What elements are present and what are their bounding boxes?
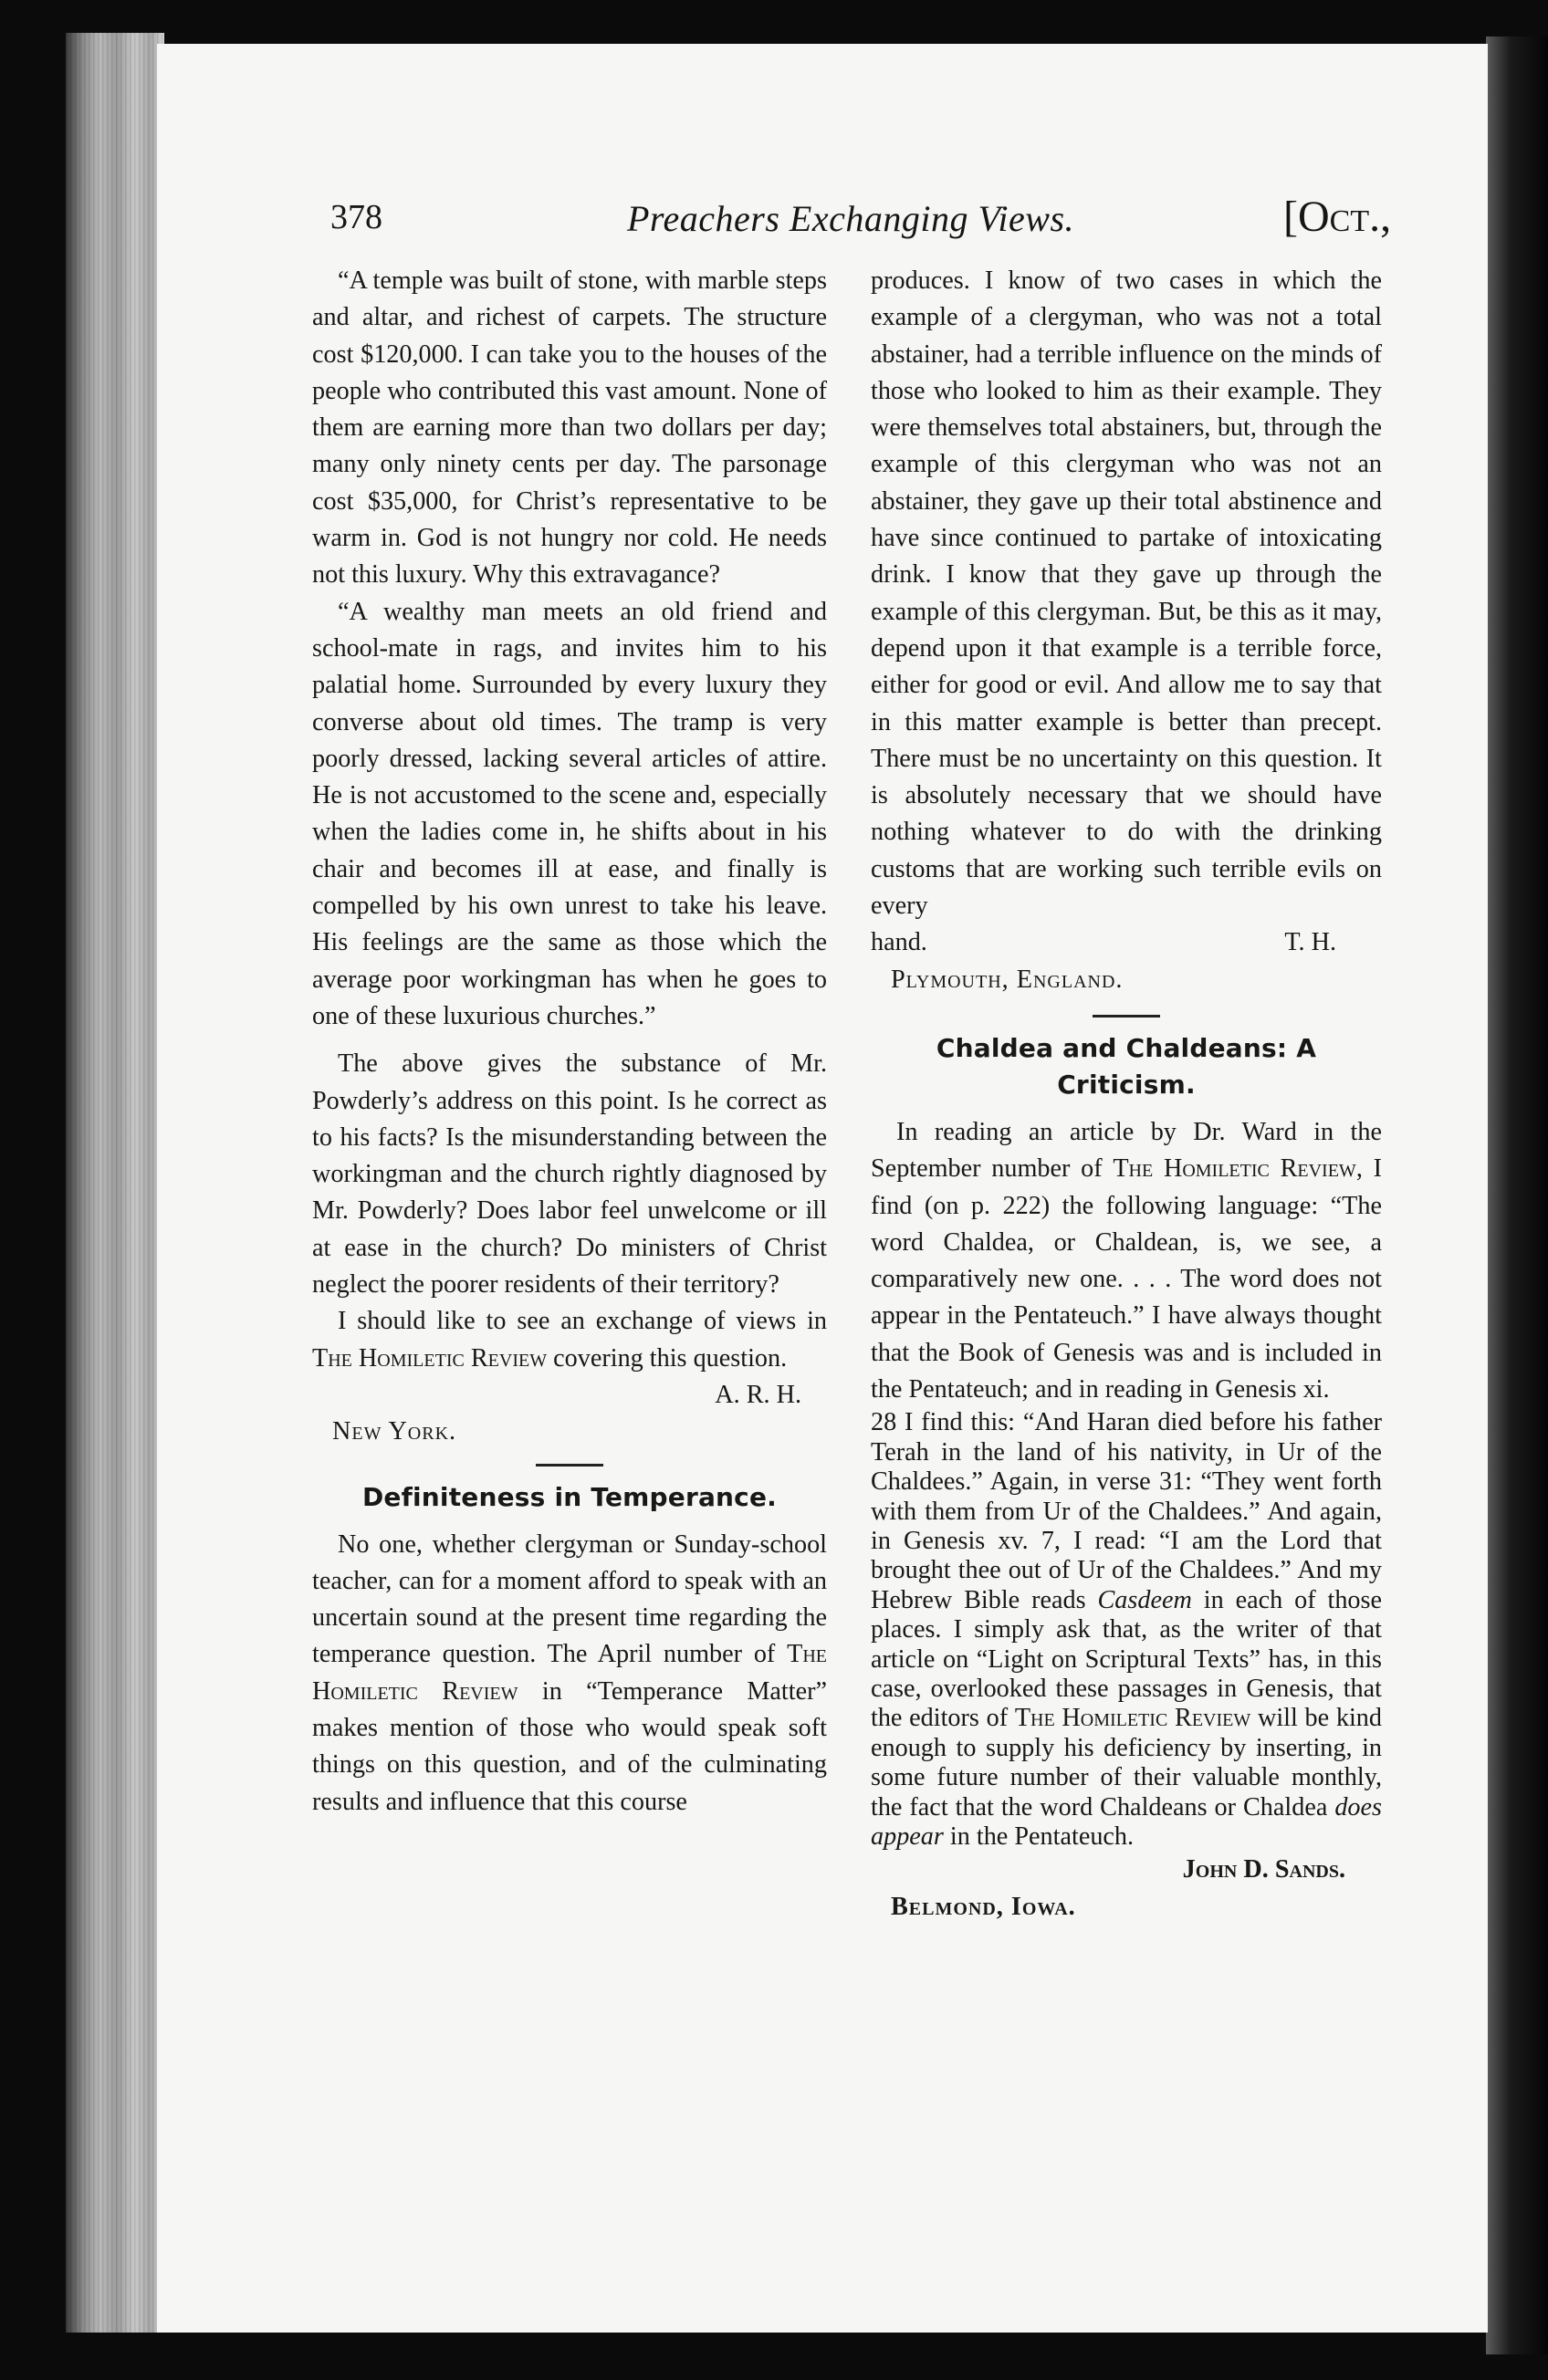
section-heading: Chaldea and Chaldeans: A Criticism. xyxy=(936,1032,1317,1100)
author-signature: John D. Sands. xyxy=(1182,1855,1345,1884)
text-span: 28 I find this: “And Haran died before his father Terah in the land of his nativity, in Ur of the Chaldees.” Again, in verse 31: “They went forth with them from Ur of the Chaldees.” And again, in Genesis xv. 7, I read: “I am the Lord that brought thee out of Ur of the Chaldees.” And my Hebrew Bible reads xyxy=(871,1408,1382,1614)
text-span: will be kind enough to supply his deficiency by inserting, in some future number of their valuable monthly, the fact that the word Chaldeans or Chaldea xyxy=(871,1704,1382,1822)
journal-name: The Homiletic Review xyxy=(312,1343,548,1373)
text-span: hand. xyxy=(871,928,927,957)
section-heading: Definiteness in Temperance. xyxy=(361,1481,778,1512)
location-line: New York. xyxy=(332,1417,457,1446)
page-number: 378 xyxy=(330,198,382,236)
italic-phrase: does appear xyxy=(871,1792,1382,1851)
paragraph: The above gives the substance of Mr. Powderly’s address on this point. Is he correct as to his facts? Is the misunderstanding between the workingman and the church rightly diagnosed by Mr. Powderly? Does labor feel unwelcome or ill at ease in the church? Do ministers of Christ neglect the poorer residents of their territory? xyxy=(312,1049,827,1300)
running-title: Preachers Exchanging Views. xyxy=(627,198,1075,239)
paragraph xyxy=(871,1408,1382,1852)
book-page-edges xyxy=(66,33,164,2333)
journal-name: The Homiletic Review xyxy=(1113,1154,1356,1184)
paragraph: produces. I know of two cases in which the example of a clergyman, who was not a total abstainer, had a terrible influence on the minds of those who looked to him as their example. They were themselves total abstainers, but, through the example of this clergyman who was not an abstainer, they gave up their total abstinence and have since continued to partake of intoxicating drink. I know that they gave up through the example of this clergyman. But, be this as it may, depend upon it that example is a terrible force, either for good or evil. And allow me to say that in this matter example is better than precept. There must be no uncertainty on this question. It is absolutely necessary that we should have nothing whatever to do with the drinking customs that are working such terrible evils on every xyxy=(871,266,1382,921)
paragraph xyxy=(312,1527,827,1821)
running-header xyxy=(330,192,1426,246)
paragraph: “A wealthy man meets an old friend and school-mate in rags, and invites him to his palatial home. Surrounded by every luxury they converse about old times. The tramp is very poorly dressed, lacking several articles of attire. He is not accustomed to the scene and, especially when the ladies come in, he shifts about in his chair and becomes ill at ease, and finally is compelled by his own unrest to take his leave. His feelings are the same as those which the average poor workingman has when he goes to one of these luxurious churches.” xyxy=(312,597,827,1030)
left-column xyxy=(312,263,827,1821)
text-span: in each of those places. I simply ask that, as the writer of that article on “Light on Scriptural Texts” has, in this case, overlooked these passages in Genesis, that the editors of xyxy=(871,1585,1382,1733)
text-span: In reading an article by Dr. Ward in the September number of xyxy=(871,1117,1382,1184)
signature-line xyxy=(871,924,1382,961)
section-divider xyxy=(1093,1015,1160,1018)
text-span: in the Pentateuch. xyxy=(943,1822,1135,1851)
journal-name: The Homiletic Review xyxy=(312,1640,827,1706)
paragraph: “A temple was built of stone, with marble steps and altar, and richest of carpets. The structure cost $120,000. I can take you to the houses of the people who contributed this vast amount. None of them are earning more than two dollars per day; many only ninety cents per day. The parsonage cost $35,000, for Christ’s representative to be warm in. God is not hungry nor cold. He needs not this luxury. Why this extravagance? xyxy=(312,266,827,590)
paragraph xyxy=(312,1303,827,1377)
author-initials: A. R. H. xyxy=(715,1380,801,1409)
text-span: in “Temperance Matter” makes mention of those who would speak soft things on this question, and of the culminating results and influence that this course xyxy=(312,1676,827,1816)
text-span: I should like to see an exchange of views in xyxy=(338,1307,827,1336)
month-label: [Oct., xyxy=(1283,193,1392,241)
paragraph xyxy=(871,1114,1382,1408)
section-divider xyxy=(536,1464,603,1467)
right-column xyxy=(871,263,1382,1926)
author-initials: T. H. xyxy=(1284,928,1336,957)
binding-shadow xyxy=(1486,37,1548,2354)
text-span: , I find (on p. 222) the following language: “The word Chaldea, or Chaldean, is, we see, a comparatively new one. . . . The word does not appear in the Pentateuch.” I have always thought that the Book of Genesis was and is included in the Pentateuch; and in reading in Genesis xi. xyxy=(871,1154,1382,1404)
location-line: Belmond, Iowa. xyxy=(891,1892,1076,1921)
text-span: covering this question. xyxy=(547,1343,788,1373)
text-span: No one, whether clergyman or Sunday-school teacher, can for a moment afford to speak with an uncertain sound at the present time regarding the temperance question. The April number of xyxy=(312,1529,827,1669)
italic-word: Casdeem xyxy=(1097,1585,1192,1614)
journal-name: The Homiletic Review xyxy=(1014,1704,1251,1733)
location-line: Plymouth, England. xyxy=(891,965,1124,994)
